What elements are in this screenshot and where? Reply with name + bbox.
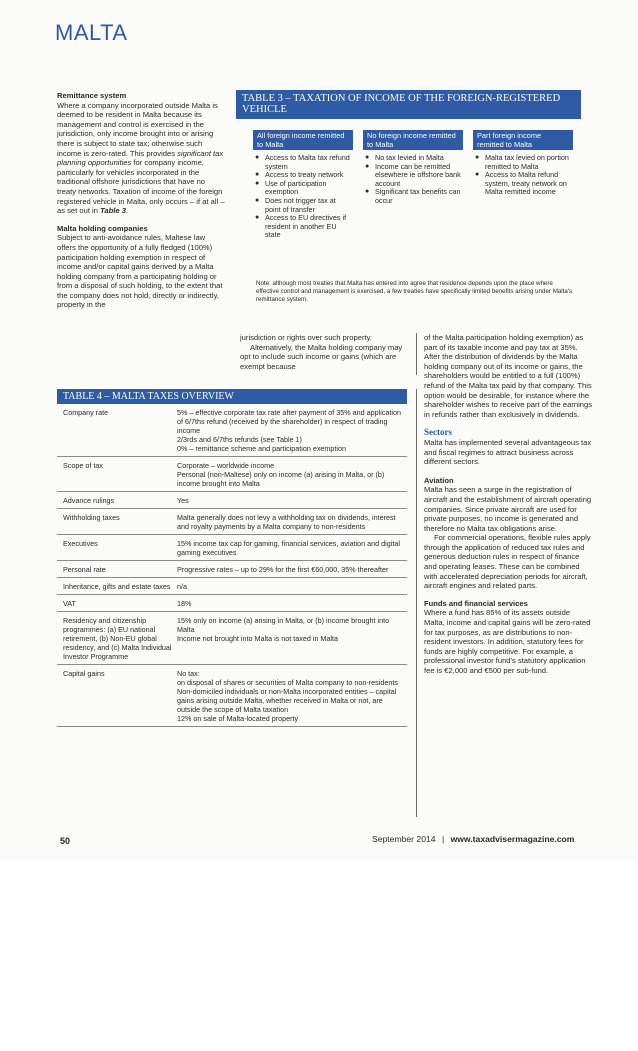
aviation-heading: Aviation (424, 475, 454, 485)
row-label: Withholding taxes (63, 513, 120, 522)
list-item: ● Does not trigger tax at point of transfer (253, 197, 353, 214)
row-label: Capital gains (63, 669, 105, 678)
table-3-col-none (363, 130, 463, 206)
footer-date: September 2014 (372, 834, 436, 844)
column-divider (416, 389, 417, 817)
row-label: Advance rulings (63, 496, 115, 505)
row-value: Progressive rates – up to 29% for the first €60,000, 35% thereafter (177, 565, 389, 574)
table-row (57, 492, 407, 509)
table-row (57, 457, 407, 492)
table-row (57, 665, 407, 727)
aviation-body-2: For commercial operations, flexible rules apply through the application of reduced tax rules and generous deduction rules in respect of finance and operating leases. These can be combined with accelerated depreciation periods for aircraft, aircraft engines and related parts. (424, 533, 591, 591)
table-3-col-all (253, 130, 353, 240)
row-label: Residency and citizenship programmes: (a) EU national retirement, (b) Non-EU global residency, and (c) Malta Individual Investor Programme (63, 616, 172, 661)
table-row (57, 595, 407, 612)
row-value: Corporate – worldwide income Personal (non-Maltese) only on income (a) arising in Malta, or (b) income brought into Malta (177, 461, 385, 488)
row-value: 18% (177, 599, 192, 608)
right-column (424, 333, 592, 676)
mid-body-a: jurisdiction or rights over such property. (240, 333, 372, 342)
table-row (57, 509, 407, 535)
page-title: MALTA (55, 20, 128, 45)
table-3 (236, 90, 581, 330)
aviation-body: Malta has seen a surge in the registration of aircraft and the establishment of aircraft operating companies. Since private aircraft are used for private purposes, no income is generated and therefore no Malta tax obligations arise. (424, 485, 592, 533)
left-column (57, 91, 225, 310)
list-item: ● Income can be remitted elsewhere ie offshore bank account (363, 163, 463, 189)
list-item: ● No tax levied in Malta (363, 154, 463, 163)
row-value: 15% income tax cap for gaming, financial services, aviation and digital gaming executives (177, 539, 400, 557)
row-label: Inheritance, gifts and estate taxes (63, 582, 171, 591)
column-divider (416, 333, 417, 375)
table-3-col-head: Part foreign income remitted to Malta (473, 130, 573, 150)
row-value: 15% only on income (a) arising in Malta, or (b) income brought into Malta Income not brought into Malta is not taxed in Malta (177, 616, 390, 643)
row-label: Scope of tax (63, 461, 103, 470)
table-3-col-part (473, 130, 573, 197)
mid-body-b: Alternatively, the Malta holding company may opt to include such income or gains (which are exempt because (240, 342, 403, 371)
sectors-body: Malta has implemented several advantageous tax and fiscal regimes to attract business across different sectors. (424, 437, 592, 467)
table-row (57, 404, 407, 457)
list-item: ● Access to EU directives if resident in another EU state (253, 214, 353, 240)
footer-separator: | (441, 834, 445, 844)
row-label: Executives (63, 539, 98, 548)
funds-heading: Funds and financial services (424, 598, 528, 608)
remittance-heading: Remittance system (57, 91, 127, 100)
table-row (57, 612, 407, 665)
row-value: Yes (177, 496, 189, 505)
page-number: 50 (60, 836, 71, 846)
footer-website-link[interactable]: www.taxadvisermagazine.com (450, 834, 575, 844)
table-4 (57, 389, 407, 727)
list-item: ● Significant tax benefits can occur (363, 188, 463, 205)
holding-heading: Malta holding companies (57, 223, 148, 233)
remittance-body: Where a company incorporated outside Malta is deemed to be resident in Malta because its management and control is exercised in the jurisdiction, only income brought into or arising there is subject to state tax; otherwise such income is zero-rated. This provides significant tax planning opportunities for company income, particularly for vehicles incorporated in the traditional offshore jurisdictions that have no treaty networks. Taxation of income of the foreign registered vehicle in Malta, only occurs – if at all – as set out in Table 3. (57, 100, 225, 216)
right-body-a: of the Malta participation holding exemption) as part of its taxable income and pay tax at 35%. After the distribution of dividends by the Malta holding company out of its income or gains, the shareholders would be entitled to a full (100%) refund of the Malta tax paid by that company. This option would be desirable, for instance where the shareholder wishes to receive part of the earnings in refunds rather than exclusively in dividends. (424, 333, 593, 419)
funds-body: Where a fund has 85% of its assets outside Malta, income and capital gains will be zero-rated for tax purposes, as are distributions to non-resident investors. In addition, statutory fees for funds are highly competitive. For example, a professional investor fund's statutory application fee is €2,000 and €500 per sub-fund. (424, 608, 591, 675)
footer-info (372, 834, 574, 844)
table-3-col-head: All foreign income remitted to Malta (253, 130, 353, 150)
holding-body: Subject to anti-avoidance rules, Maltese law offers the opportunity of a fully fledged (100%) participation holding exemption in respect of income and/or capital gains derived by a Malta holding company from a participating holding or from a disposal of such holding, to the extent that the company does not hold, directly or indirectly, property in the (57, 233, 223, 310)
list-item: ● Access to Malta refund system, treaty network on Malta remitted income (473, 171, 573, 197)
table-3-note: Note: although most treaties that Malta has entered into agree that residence depends upon the place where effective control and management is exercised, a few treaties have specifically limited benefits arising under Malta's remittance system. (256, 280, 573, 303)
row-value: Malta generally does not levy a withholding tax on dividends, interest and royalty payments by a Malta company to non-residents (177, 513, 396, 531)
table-row (57, 578, 407, 595)
row-value: 5% – effective corporate tax rate after payment of 35% and application of 6/7ths refund (received by the shareholder) in respect of trading income 2/3rds and 6/7ths refunds (see Table 1) 0% – remittance scheme and participation exemption (177, 408, 402, 453)
mid-column (240, 333, 410, 371)
row-value: n/a (177, 582, 187, 591)
row-label: Personal rate (63, 565, 106, 574)
table-row (57, 561, 407, 578)
table-3-col-head: No foreign income remitted to Malta (363, 130, 463, 150)
table-4-title: TABLE 4 – MALTA TAXES OVERVIEW (57, 389, 407, 404)
list-item: ● Access to treaty network (253, 171, 353, 180)
list-item: ● Access to Malta tax refund system (253, 154, 353, 171)
sectors-heading: Sectors (424, 427, 452, 438)
list-item: ● Use of participation exemption (253, 180, 353, 197)
list-item: ● Malta tax levied on portion remitted to Malta (473, 154, 573, 171)
row-value: No tax: on disposal of shares or securities of Malta company to non-residents Non-domiciled individuals or non-Malta incorporated entities – capital gains arising outside Malta, whether received in Malta or not, are outside the scope of Malta taxation 12% on sale of Malta-located property (177, 669, 398, 723)
row-label: VAT (63, 599, 76, 608)
table-3-title: TABLE 3 – TAXATION OF INCOME OF THE FOREIGN-REGISTERED VEHICLE (236, 90, 581, 119)
row-label: Company rate (63, 408, 109, 417)
table-row (57, 535, 407, 561)
